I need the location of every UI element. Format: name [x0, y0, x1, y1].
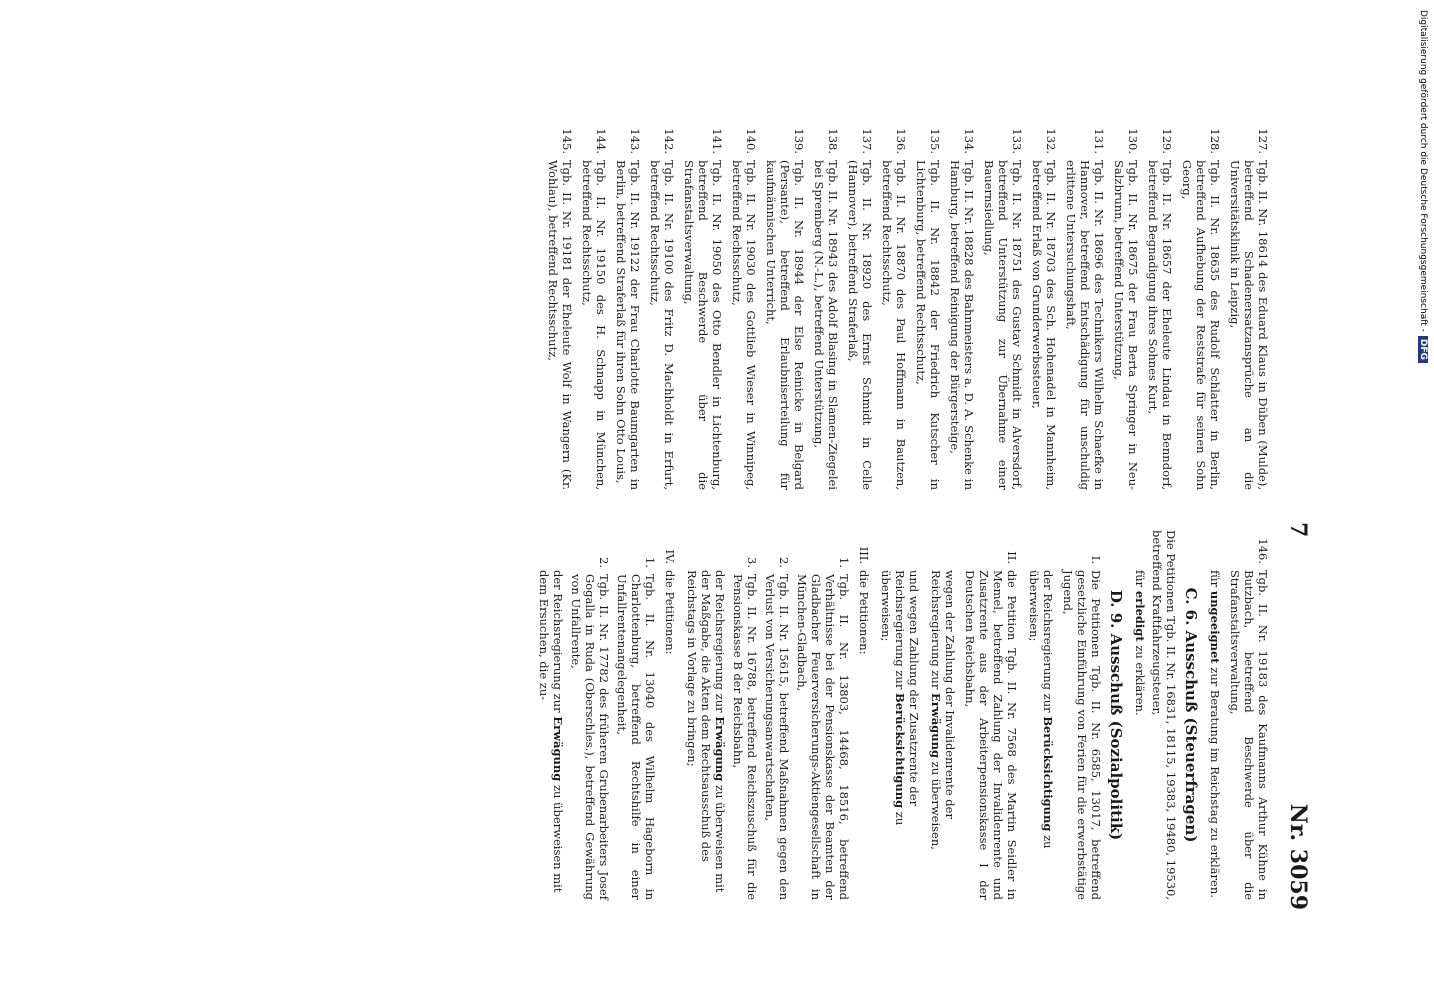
rec-pre: wegen der Zahlung der Invalidenrente der Reichsregierung zur — [929, 570, 957, 819]
entry-text: Tgb. II. Nr. 18696 des Technikers Wilhelm Schaefke in Hannover, betreffend Entschädigung für unschuldig erlittene Untersuchungshaft, — [1064, 160, 1106, 490]
list-item — [580, 120, 608, 490]
list-item — [982, 120, 1024, 490]
list-item — [812, 120, 840, 490]
entry-text: Tgb. II. Nr. 19030 des Gottlieb Wieser in Winnipeg, betreffend Rechtsschutz, — [730, 160, 758, 490]
rotated-text-sheet — [95, 120, 1315, 910]
entry-text: Tgb. II. Nr. 18751 des Gustav Schmidt in Alversdorf, betreffend Unterstützung zur Übernahme einer Bauernsiedlung, — [982, 160, 1024, 490]
rec-pre: für — [1208, 570, 1222, 588]
rec-pre: für — [1133, 570, 1147, 588]
rec-bold: Erwägung — [551, 716, 565, 782]
list-item — [1112, 120, 1140, 490]
entry-number: 135. — [928, 128, 942, 154]
section-c-text: Die Petitionen Tgb. II. Nr. 16831, 18115, 19383, 19480, 19530, betreffend Kraftfahrzeugsteuer, — [1150, 530, 1178, 900]
list-item — [614, 120, 642, 490]
list-item — [1030, 120, 1058, 490]
list-item — [730, 120, 758, 490]
entry-number: 145. — [560, 128, 574, 154]
entry-number: 140. — [744, 128, 758, 154]
right-column — [529, 530, 1270, 900]
entry-number: 2. — [777, 557, 791, 568]
entry-text: Tgb. II. Nr. 13803, 14468, 18516, betreffend Verhältnisse bei der Pensionskasse der Beamten der Gladbacher Feuerversicherungs-Aktiengesellschaft in München-Gladbach, — [795, 574, 851, 900]
list-item — [731, 552, 759, 900]
entry-number: IV. — [663, 549, 677, 564]
entry-text: Tgb. II. Nr. 18614 des Eduard Klaus in Düben (Mulde), betreffend Schadenersatzansprüche an die Universitätsklinik in Leipzig, — [1228, 160, 1270, 490]
recommendation — [1133, 570, 1147, 900]
rec-post: zu erklären. — [1133, 645, 1147, 716]
entry-number: 127. — [1256, 128, 1270, 154]
entry-text: Tgb. II. Nr. 18635 des Rudolf Schlatter in Berlin, betreffend Aufhebung der Reststrafe für seinen Sohn Georg, — [1180, 160, 1222, 490]
rec-pre: der Reichsregierung zur — [551, 570, 565, 713]
list-item — [1180, 120, 1222, 490]
page-number: 7 — [1285, 522, 1311, 538]
entry-number: III. — [857, 546, 871, 564]
page-header — [1275, 120, 1315, 910]
entry-number: 136. — [894, 128, 908, 154]
entry-number: 3. — [745, 557, 759, 568]
entry-text: Tgb. II. Nr. 19181 der Eheleute Wolf in Wangern (Kr. Wohlau), betreffend Rechtsschutz, — [546, 160, 574, 490]
list-item — [663, 530, 677, 900]
entry-text: Tgb. II. Nr. 19183 des Kaufmanns Arthur Kühne in Butzbach, betreffend Beschwerde über die Strafanstaltsverwaltung, — [1228, 570, 1270, 900]
rec-post: zu überweisen mit dem Ersuchen, die zu- — [537, 570, 565, 893]
entry-text: Tgb. II. Nr. 18943 des Adolf Blasing in Slamen-Ziegelei bei Spremberg (N.-L.), betreffend Unterstützung, — [812, 160, 840, 490]
list-item — [846, 120, 874, 490]
entry-number: 143. — [628, 128, 642, 154]
entry-number: 129. — [1160, 128, 1174, 154]
recommendation — [1027, 570, 1055, 900]
entry-text: die Petitionen: — [663, 570, 677, 655]
entry-text: Tgb. II. Nr. 17782 des früheren Grubenarbeiters Josef Gogalla in Ruda (Oberschles.), betreffend Gewährung von Unfallrente, — [569, 574, 611, 900]
entry-number: 128. — [1208, 128, 1222, 154]
entry-number: 2. — [597, 557, 611, 568]
entry-text: Tgb. II. Nr. 19050 des Otto Bendler in Lichtenburg, betreffend Beschwerde über die Strafanstaltsverwaltung, — [682, 160, 724, 490]
list-item — [763, 552, 791, 900]
list-item — [857, 530, 871, 900]
rec-bold: Erwägung — [929, 693, 943, 758]
rec-pre: der Reichsregierung zur — [713, 570, 727, 713]
entry-text: Tgb. II. Nr. 16788, betreffend Reichszuschuß für die Pensionskasse B der Reichsbahn, — [731, 574, 759, 900]
entry-text: Tgb. II. Nr. 19100 des Fritz D. Machholdt in Erfurt, betreffend Rechtsschutz, — [648, 160, 676, 490]
list-item — [1228, 120, 1270, 490]
list-item — [880, 120, 908, 490]
entry-number: I. — [1089, 555, 1103, 564]
entry-text: Tgb. II. Nr. 18657 der Eheleute Lindau in Benndorf, betreffend Begnadigung ihres Sohnes Kurt, — [1146, 160, 1174, 490]
list-item — [1146, 120, 1174, 490]
document-number: Nr. 3059 — [1285, 803, 1311, 910]
entry-number: 131. — [1092, 128, 1106, 154]
section-title-d: D. 9. Ausschuß (Sozialpolitik) — [1107, 589, 1125, 841]
entry-text: Tgb. II. Nr. 19150 des H. Schnapp in München, betreffend Rechtsschutz, — [580, 160, 608, 490]
rec-post: zu überweisen; — [879, 570, 907, 826]
list-item — [546, 120, 574, 490]
entry-number: 133. — [1010, 128, 1024, 154]
list-item — [648, 120, 676, 490]
entry-text: Tgb. II. Nr. 18920 des Ernst Schmidt in Celle (Hannover), betreffend Straferlaß, — [846, 160, 874, 490]
rec-bold: Erwägung — [713, 716, 727, 782]
entry-number: 141. — [710, 128, 724, 154]
funding-credit — [1418, 10, 1428, 363]
entry-text: Tgb. II. Nr. 18703 des Sch. Hohenadel in Mannheim, betreffend Erlaß von Grunderwerbssteuer, — [1030, 160, 1058, 490]
entry-text: Die Petitionen Tgb. II. Nr. 6585, 13017, betreffend gesetzliche Einführung von Ferien für die erwerbstätige Jugend, — [1061, 570, 1103, 900]
rec-bold: ungeeignet — [1208, 590, 1222, 664]
entry-number: 142. — [662, 128, 676, 154]
recommendation — [929, 570, 957, 900]
list-item — [1064, 120, 1106, 490]
list-item — [914, 120, 942, 490]
credit-text: Digitalisierung gefördert durch die Deutsche Forschungsgemeinschaft - — [1418, 10, 1428, 332]
dfg-logo: DFG — [1418, 336, 1428, 363]
entry-number: 138. — [826, 128, 840, 154]
rec-bold: erledigt — [1133, 590, 1147, 642]
list-item — [1061, 530, 1103, 900]
entry-text: Tgb. II. Nr. 15615, betreffend Maßnahmen gegen den Verlust von Versicherungsanwartschaften, — [763, 574, 791, 900]
entry-text: die Petition Tgb. II. Nr. 7568 des Martin Seidler in Memel, betreffend Zahlung der Invalidenrente und Zusatzrente aus der Arbeiterpensionskasse I der Deutschen Reichsbahn, — [963, 570, 1019, 900]
entry-number: 137. — [860, 128, 874, 154]
entry-text: Tgb. II. Nr. 18944 der Else Reinicke in Belgard (Persante), betreffend Erlaubniserteilung für kaufmännischen Unterricht, — [764, 160, 806, 490]
recommendation — [685, 570, 727, 900]
rec-bold: Berücksichtigung — [893, 693, 907, 809]
list-item — [682, 120, 724, 490]
rec-post: zur Beratung im Reichstag zu erklären. — [1208, 667, 1222, 898]
entry-number: 134. — [962, 128, 976, 154]
entry-text: Tgb. II. Nr. 18675 der Frau Berta Springer in Neu-Salzbrunn, betreffend Unterstützung, — [1112, 160, 1140, 490]
rec-post: zu überweisen, — [929, 761, 943, 850]
list-item — [948, 120, 976, 490]
petition-sublist — [569, 530, 657, 900]
list-item — [569, 552, 611, 900]
list-item — [1228, 530, 1270, 900]
entry-number: 1. — [837, 557, 851, 568]
entry-number: II. — [1005, 551, 1019, 564]
entry-number: 144. — [594, 128, 608, 154]
rec-pre: und wegen Zahlung der Zusatzrente der Reichsregierung zur — [893, 570, 921, 807]
entry-number: 146. — [1256, 538, 1270, 564]
entry-text: Tgb. II. Nr. 18870 des Paul Hoffmann in Bautzen, betreffend Rechtsschutz, — [880, 160, 908, 490]
rec-post: zu überweisen; — [1027, 570, 1055, 849]
list-item — [795, 552, 851, 900]
rec-bold: Berücksichtigung — [1041, 716, 1055, 832]
section-title-c: C. 6. Ausschuß (Steuerfragen) — [1182, 587, 1200, 843]
entry-text: die Petitionen: — [857, 570, 871, 655]
entry-number: 130. — [1126, 128, 1140, 154]
entry-text: Tgb. II. Nr. 18842 der Friedrich Kutscher in Lichtenburg, betreffend Rechtsschutz, — [914, 160, 942, 490]
recommendation — [879, 570, 921, 900]
list-item — [963, 530, 1019, 900]
left-column — [540, 120, 1270, 490]
recommendation — [537, 570, 565, 900]
recommendation — [1208, 570, 1222, 900]
rec-pre: der Reichsregierung zur — [1041, 570, 1055, 713]
entry-number: 132. — [1044, 128, 1058, 154]
petition-sublist — [731, 530, 851, 900]
entry-text: Tgb. II. Nr. 19122 der Frau Charlotte Baumgarten in Berlin, betreffend Straferlaß für ihren Sohn Otto Louis, — [614, 160, 642, 490]
entry-number: 139. — [792, 128, 806, 154]
list-item — [615, 552, 657, 900]
entry-text: Tgb. II. Nr. 18828 des Bahnmeisters a. D. A. Schenke in Hamburg, betreffend Reinigung der Bürgersteige, — [948, 160, 976, 490]
list-item — [764, 120, 806, 490]
rec-post: zu überweisen mit der Maßgabe, die Akten dem Rechtsausschuß des Reichstags in Vorlage zu bringen; — [685, 570, 727, 893]
entry-text: Tgb. II. Nr. 13040 des Wilhelm Hageborn in Charlottenburg, betreffend Rechtshilfe in einer Unfallrentenangelegenheit, — [615, 574, 657, 900]
entry-number: 1. — [643, 557, 657, 568]
